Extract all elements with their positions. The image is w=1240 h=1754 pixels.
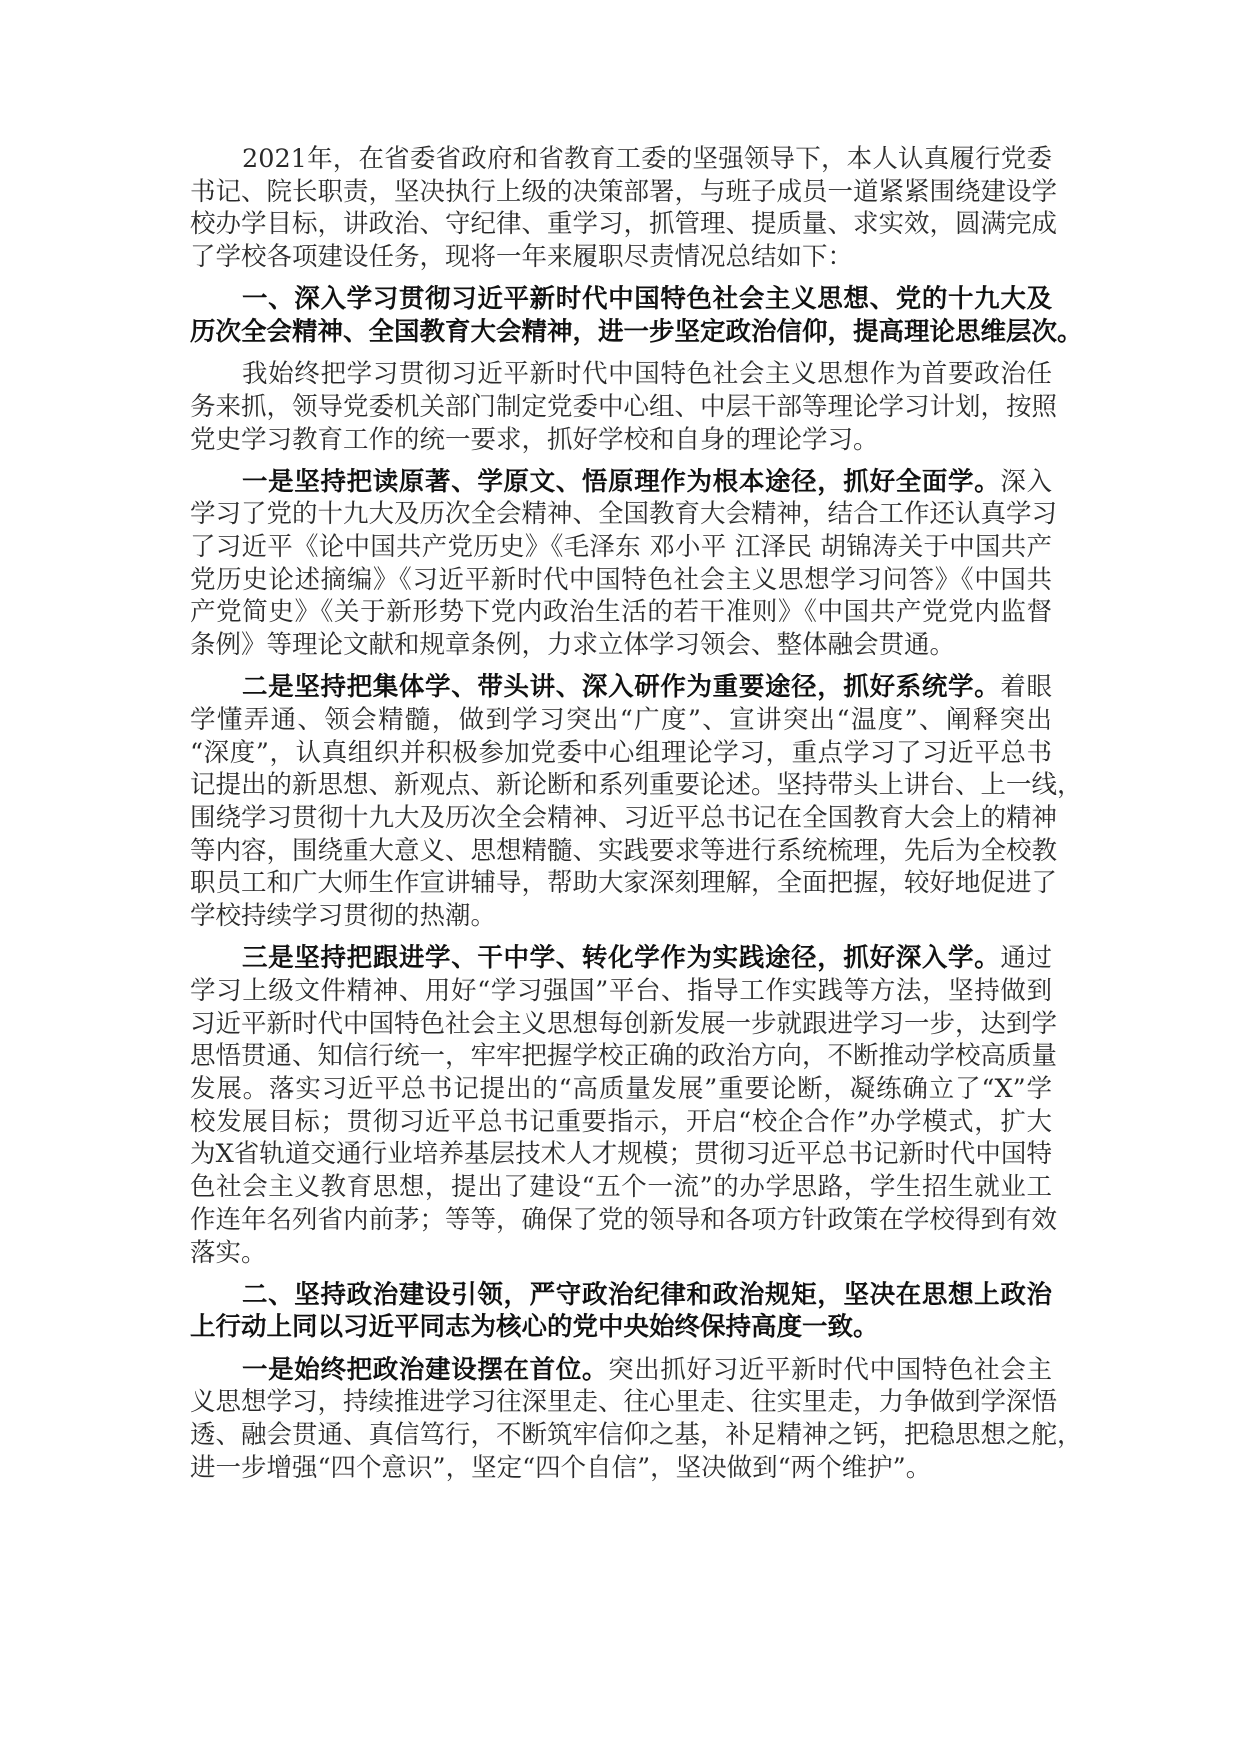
body-text: 学习了党的十九大及历次全会精神、全国教育大会精神，结合工作还认真学习 — [190, 499, 1058, 530]
body-text: 进一步增强“四个意识”，坚定“四个自信”，坚决做到“两个维护”。 — [190, 1452, 932, 1483]
text-line — [190, 531, 1052, 564]
text-line — [190, 1138, 1052, 1171]
text-line — [190, 835, 1058, 868]
text-line — [190, 1204, 1058, 1237]
text-line — [190, 704, 1052, 737]
body-text: 透、融会贯通、真信笃行，不断筑牢信仰之基，补足精神之钙，把稳思想之舵， — [190, 1419, 1083, 1450]
body-paragraph — [190, 143, 1058, 274]
bold-lead-text: 上行动上同以习近平同志为核心的党中央始终保持高度一致。 — [190, 1312, 879, 1343]
body-text: 等内容，围绕重大意义、思想精髓、实践要求等进行系统梳理，先后为全校教 — [190, 835, 1058, 866]
text-line — [190, 498, 1058, 531]
text-line — [190, 391, 1058, 424]
text-line — [190, 358, 1052, 391]
body-paragraph — [190, 466, 1058, 662]
text-line — [190, 143, 1052, 176]
text-line — [190, 241, 1052, 274]
body-text: 职员工和广大师生作宣讲辅导，帮助大家深刻理解，全面把握，较好地促进了 — [190, 868, 1058, 899]
body-text: “深度”，认真组织并积极参加党委中心组理论学习，重点学习了习近平总书 — [190, 737, 1052, 768]
text-line — [190, 1419, 1083, 1452]
text-line — [190, 1311, 1052, 1344]
body-text: 校办学目标，讲政治、守纪律、重学习，抓管理、提质量、求实效，圆满完成 — [190, 209, 1058, 240]
body-text: 学校持续学习贯彻的热潮。 — [190, 901, 497, 932]
text-line — [190, 283, 1052, 316]
bold-lead-text: 二是坚持把集体学、带头讲、深入研作为重要途径，抓好系统学。 — [242, 672, 1001, 703]
text-line — [190, 1237, 1052, 1270]
body-text: 党历史论述摘编》《习近平新时代中国特色社会主义思想学习问答》《中国共 — [190, 564, 1052, 595]
body-paragraph — [190, 1354, 1083, 1485]
bold-lead-text: 三是坚持把跟进学、干中学、转化学作为实践途径，抓好深入学。 — [242, 943, 1001, 974]
text-line — [190, 867, 1058, 900]
text-line — [190, 900, 1052, 933]
body-text: 为X省轨道交通行业培养基层技术人才规模；贯彻习近平总书记新时代中国特 — [190, 1139, 1052, 1170]
text-line — [190, 769, 1083, 802]
text-line — [190, 316, 1083, 349]
body-text: 色社会主义教育思想，提出了建设“五个一流”的办学思路，学生招生就业工 — [190, 1172, 1052, 1203]
body-text: 我始终把学习贯彻习近平新时代中国特色社会主义思想作为首要政治任 — [242, 359, 1052, 390]
text-line — [190, 942, 1052, 975]
body-text: 产党简史》《关于新形势下党内政治生活的若干准则》《中国共产党党内监督 — [190, 597, 1052, 628]
text-line — [190, 176, 1058, 209]
body-text: 了学校各项建设任务，现将一年来履职尽责情况总结如下： — [190, 242, 854, 273]
body-text: 学懂弄通、领会精髓，做到学习突出“广度”、宣讲突出“温度”、阐释突出 — [190, 705, 1052, 735]
text-line — [190, 1106, 1052, 1139]
body-text: 校发展目标；贯彻习近平总书记重要指示，开启“校企合作”办学模式，扩大 — [190, 1106, 1052, 1137]
text-line — [190, 1008, 1058, 1041]
text-line — [190, 1073, 1052, 1106]
body-text: 思悟贯通、知信行统一，牢牢把握学校正确的政治方向，不断推动学校高质量 — [190, 1041, 1058, 1072]
body-text: 习近平新时代中国特色社会主义思想每创新发展一步就跟进学习一步，达到学 — [190, 1008, 1058, 1039]
body-text: 记提出的新思想、新观点、新论断和系列重要论述。坚持带头上讲台、上一线， — [190, 770, 1083, 801]
body-text: 发展。落实习近平总书记提出的“高质量发展”重要论断，凝练确立了“X”学 — [190, 1074, 1052, 1105]
body-paragraph — [190, 942, 1058, 1269]
body-text: 围绕学习贯彻十九大及历次全会精神、习近平总书记在全国教育大会上的精神 — [190, 803, 1058, 834]
text-line — [190, 1386, 1058, 1419]
text-line — [190, 564, 1052, 597]
text-line — [190, 737, 1052, 770]
body-text: 作连年名列省内前茅；等等，确保了党的领导和各项方针政策在学校得到有效 — [190, 1204, 1058, 1235]
bold-lead-text: 一、深入学习贯彻习近平新时代中国特色社会主义思想、党的十九大及 — [242, 284, 1052, 315]
text-line — [190, 1171, 1052, 1204]
text-line — [190, 466, 1052, 499]
body-paragraph — [190, 358, 1058, 456]
body-text: 深入 — [1000, 466, 1052, 497]
body-text: 着眼 — [1000, 672, 1052, 703]
document-page — [190, 143, 1083, 1494]
text-line — [190, 596, 1052, 629]
body-text: 条例》等理论文献和规章条例，力求立体学习领会、整体融会贯通。 — [190, 630, 956, 661]
text-line — [190, 802, 1058, 835]
text-line — [190, 1279, 1052, 1312]
bold-lead-text: 二、坚持政治建设引领，严守政治纪律和政治规矩，坚决在思想上政治 — [242, 1279, 1052, 1310]
text-line — [190, 1354, 1052, 1387]
body-text: 通过 — [1000, 943, 1052, 974]
body-text: 义思想学习，持续推进学习往深里走、往心里走、往实里走，力争做到学深悟 — [190, 1387, 1058, 1418]
text-line — [190, 975, 1052, 1008]
body-text: 书记、院长职责，坚决执行上级的决策部署，与班子成员一道紧紧围绕建设学 — [190, 176, 1058, 207]
bold-lead-text: 一是坚持把读原著、学原文、悟原理作为根本途径，抓好全面学。 — [242, 466, 1001, 497]
text-line — [190, 671, 1052, 704]
body-paragraph — [190, 671, 1083, 933]
text-line — [190, 1040, 1058, 1073]
body-text: 学习上级文件精神、用好“学习强国”平台、指导工作实践等方法，坚持做到 — [190, 976, 1052, 1006]
bold-lead-text: 历次全会精神、全国教育大会精神，进一步坚定政治信仰，提高理论思维层次。 — [190, 316, 1083, 347]
text-line — [190, 424, 1052, 457]
body-text: 落实。 — [190, 1237, 267, 1268]
text-line — [190, 1452, 1052, 1485]
body-text: 党史学习教育工作的统一要求，抓好学校和自身的理论学习。 — [190, 424, 879, 455]
section-heading — [190, 283, 1083, 348]
bold-lead-text: 一是始终把政治建设摆在首位。 — [242, 1354, 609, 1385]
body-text: 了习近平《论中国共产党历史》《毛泽东 邓小平 江泽民 胡锦涛关于中国共产 — [190, 532, 1052, 563]
section-heading — [190, 1279, 1052, 1344]
text-line — [190, 208, 1058, 241]
body-text: 突出抓好习近平新时代中国特色社会主 — [608, 1354, 1052, 1385]
text-line — [190, 629, 1052, 662]
body-text: 2021年，在省委省政府和省教育工委的坚强领导下，本人认真履行党委 — [242, 144, 1052, 174]
body-text: 务来抓，领导党委机关部门制定党委中心组、中层干部等理论学习计划，按照 — [190, 391, 1058, 422]
